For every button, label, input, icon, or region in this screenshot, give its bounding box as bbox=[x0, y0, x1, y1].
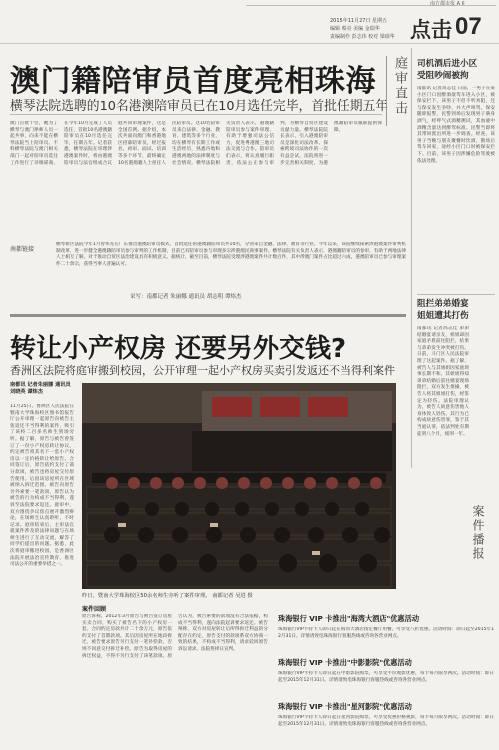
lead-column-label bbox=[386, 56, 405, 126]
sidebar-left-rule bbox=[411, 48, 412, 468]
page-header bbox=[0, 0, 499, 48]
ad-1-title: 珠海银行 VIP 卡推出"海湾大酒店"优惠活动 bbox=[278, 614, 420, 623]
case-report-label bbox=[470, 505, 490, 561]
lead-column-label-text: 庭审直击 bbox=[392, 56, 407, 116]
courtroom-photo bbox=[82, 383, 396, 589]
lead-title-rule bbox=[10, 114, 382, 115]
second-bottom-body: 原告诉称，2012年3月原告与被告签订房屋买卖合同，购买了被告名下的小产权房一套，合同约定房款共计二十余万元，原告依约支付了首期款项。其后因房屋所在地段拆迁，被告要求原告另行支付一笔补偿款，否则不同意交付拆迁补偿。原告为取得房屋的拆迁权益，不得不另行支付了该笔款项。原告认为，被告索要的款项没有合法依据，构成不当得利，遂向法院起诉要求返还。被告辩称，双方对房屋转让后所得拆迁利益的分配存在约定，原告支付的款项系双方协商一致的结果，不构成不当得利，请求驳回原告诉讼请求。法院将择日宣判。 bbox=[82, 614, 268, 659]
editor-line: 编辑 蔡亮 美编 金瑞华 bbox=[330, 26, 380, 32]
lead-summary bbox=[10, 242, 406, 304]
lead-subtitle: 横琴法院选聘的10名港澳陪审员已在10月选任完毕，首批任期五年 bbox=[10, 99, 389, 114]
summary-label: 南都链接 bbox=[10, 246, 35, 253]
ad-3 bbox=[278, 702, 494, 746]
sidebar-story2-title: 阻拦弟弟婚宴 姐姐遭其打伤 bbox=[417, 299, 469, 321]
ad-2-body: 珠海银行VIP卡持卡人即日起在中影影院购票，可享受半价观影优惠，每卡每月限享两次。活动时间：即日起至2015年12月31日。详情请致电珠海银行客服热线或咨询各营业网点。 bbox=[278, 671, 494, 683]
lead-body: 澳门首批十位，她为了横琴与澳门律师人员一起共事，向来不能在横琴法院当上陪审员。不料横琴法院与澳门相关部门一起对陪审员选任工作进行了详细磋商，在今年10月完成了人员选任，首批10名港澳籍陪审员在10月选任完毕，任期五年。记者获悉，横琴法院在审理涉港澳案件时，将由港澳陪审员与法官组成合议庭共同审理案件，这是全国首例。据介绍，本次共面向澳门和香港地区招募陪审员，经过报名、初审、面试、培训等多个环节，最终确定10名港澳籍人士担任人民陪审员。这10名陪审员来自法律、金融、教育、建筑等多个行业，均在横琴有长期工作或生活经历，熟悉内地和港澳两地的法律制度与社会情况。横琴法院相关负责人表示，港澳籍陪审员参与案件审理，有助于增强司法公信力，促进粤港澳三地司法交流与合作。陪审员们表示，将认真履行职责，依法公正参与审判，为横琴自贸区建设贡献力量。横琴法院院长表示，引入港澳陪审员是深化司法改革、探索跨境司法协作的一次有益尝试，法院将进一步完善相关制度，为港澳籍陪审员履职提供保障。 bbox=[10, 121, 382, 166]
case-report-label-text: 案件播报 bbox=[471, 505, 485, 561]
section-divider bbox=[10, 314, 406, 317]
photo-caption: 昨日，暨南大学珠海校区50余名师生旁听了案件审理。 南都记者 吴进 摄 bbox=[82, 593, 253, 599]
ad-1 bbox=[278, 614, 494, 654]
ad-1-body: 珠海银行VIP卡持卡人即日起在海湾大酒店指定餐厅用餐，可享受八折优惠。活动时间：即日起至2015年12月31日。详情请致电珠海银行客服热线或咨询各营业网点。 bbox=[278, 627, 494, 639]
date-line: 2015年11月27日 星期五 bbox=[330, 18, 388, 24]
second-byline-left: 南都讯 记者朱丽娜 通讯员刘晓英 谭炜杰 bbox=[10, 382, 71, 395]
ad-2-title: 珠海银行 VIP 卡推出"中影影院"优惠活动 bbox=[278, 658, 412, 667]
ad-2 bbox=[278, 658, 494, 698]
second-title: 转让小产权房 还要另外交钱? bbox=[10, 334, 347, 364]
page-number: 07 bbox=[455, 13, 482, 40]
second-left-body: 11月25日，香洲区人民法院在暨南大学珠海校区图书馆报告厅公开审理一起原告向被告主张返还不当得利的案件，吸引了该校二百多名师生到场旁听。据了解，原告与被告曾签订了一份小产权房转让协议，约定被告将其名下一套小产权房以一定价格转让给原告。合同签订后，原告依约支付了部分款项，被告也将房屋交付原告使用。后因该房屋所在区域被纳入拆迁范围，被告向原告另外索要一笔款项，原告认为被告的行为构成不当得利，遂诉至法院要求返还。庭审中，双方围绕争议焦点展开激烈辩论，在场师生认真聆听，不时记录。庭审结束后，主审法官就案件涉及的法律问题与在场师生进行了互动交流，解答了同学们提出的问题。据悉，此次将庭审搬进校园，是香洲区法院开展法治宣传教育、推进司法公开的重要举措之一。 bbox=[10, 404, 74, 568]
ad-3-body: 珠海银行VIP卡持卡人即日起在星河影院购票，可享受优惠价格观影，每卡每月限享两次。活动时间：即日起至2015年12月31日。详情请致电珠海银行客服热线或咨询各营业网点。 bbox=[278, 715, 494, 727]
section-name: 点击 bbox=[410, 18, 452, 42]
newspaper-tag: 南方都市报 A II bbox=[430, 1, 465, 7]
proof-line: 责编制作 彭志伟 校对 梁颂华 bbox=[330, 34, 395, 40]
second-subtitle: 香洲区法院将庭审搬到校园，公开审理一起小产权房买卖引发返还不当得利案件 bbox=[10, 364, 395, 377]
sidebar-story1-body: 南都讯 记者高志佳 日前，一男子在某小区门口因醉酒欲驾车进入小区，被保安拦下，该男子不但不听劝阻，还与保安发生争吵，并大声叫骂。保安随即报警，民警到场后发现男子满身酒气，经呼气式酒精测试，其血液中酒精含量达到醉驾标准。民警当即将其带回派出所进一步调查。经查，该男子当晚与朋友聚餐时饮酒，散场后驾车回家，途经小区门口时被保安拦下。目前，该男子因涉嫌危险驾驶被依法处理。 bbox=[417, 86, 495, 164]
sidebar-story2-body: 南都讯 记者高志佳 弟弟结婚宴请亲友，姐姐却因家庭矛盾前往阻拦，结果与弟弟发生冲突被打伤。日前，斗门区人民法院审理了这起案件。据了解，被告人与其姐姐因家庭琐事长期不和，其姐姐得知弟弟结婚后前往婚宴现场阻拦，双方发生推搡，被告人将其姐姐打伤，经鉴定为轻伤。法院审理认为，被告人故意伤害他人身体致人轻伤，其行为已构成故意伤害罪，鉴于其当庭认罪，依法判处有期徒刑八个月，缓刑一年。 bbox=[417, 326, 469, 437]
summary-body: 横琴新区法院今年1月曾率先在广东推出港澳陪审员模式，首批选任的港澳籍陪审员共10名，分别来自金融、法律、教育等行业。今年以来，该院继续探索涉港澳案件审判机制改革，进一步健全港澳籍陪审员参与审判的工作机制，目前已有陪审员参与审理多宗涉港澳民商事案件。横琴法院有关负责人表示，港澳籍陪审员的参审，有助于两地法律人士相互了解，对于推动自贸区法治建设具有积极意义。据统计，截至目前，横琴法院受理涉港澳案件共计数百件，其中涉澳门案件占比超过六成，港澳陪审员已参与审理案件二十余宗，获得当事人普遍认可。 bbox=[56, 242, 406, 267]
right-sidebar bbox=[411, 48, 499, 468]
courtroom-photo-image bbox=[82, 383, 396, 589]
case-review-label: 案件回顾 bbox=[82, 606, 107, 613]
sidebar-mid-rule bbox=[417, 294, 495, 295]
lead-byline: 采写：南都记者 朱丽娜 通讯员 胡志明 谭炜杰 bbox=[130, 294, 242, 300]
header-rule bbox=[0, 43, 499, 44]
lead-title: 澳门籍陪审员首度亮相珠海 bbox=[10, 64, 376, 99]
sidebar-story1-title: 司机酒后进小区 受阻吵闹被拘 bbox=[417, 59, 478, 81]
bank-ads bbox=[278, 614, 494, 748]
ad-3-title: 珠海银行 VIP 卡推出"星河影院"优惠活动 bbox=[278, 702, 412, 711]
